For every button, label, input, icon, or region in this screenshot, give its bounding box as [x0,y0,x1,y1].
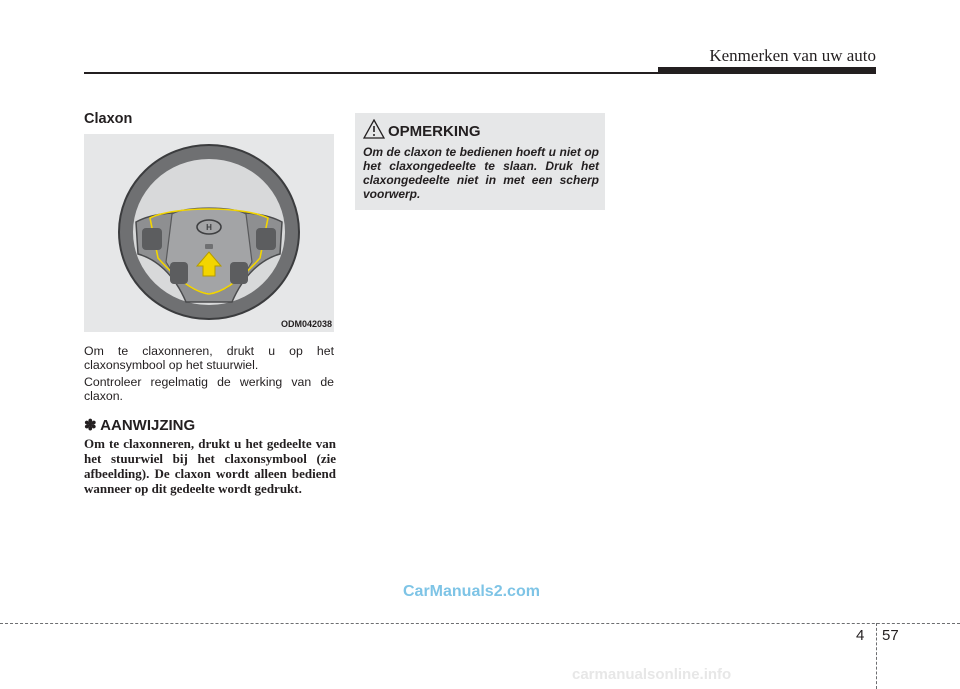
steering-wheel-illustration [84,134,334,332]
chapter-number: 4 [856,627,865,644]
footer-rule [0,623,960,624]
svg-text:H: H [206,223,212,232]
warning-icon [363,119,385,139]
section-title: Claxon [84,111,133,127]
note-title: ✽ AANWIJZING [84,417,196,434]
watermark-link[interactable]: CarManuals2.com [403,583,540,600]
notice-heading: OPMERKING [388,123,481,140]
body-paragraph-1: Om te claxonneren, drukt u op het claxonsymbool op het stuurwiel. [84,344,334,372]
steering-wheel-figure [84,134,334,332]
header-title: Kenmerken van uw auto [709,46,876,65]
page-number: 57 [882,627,899,644]
header-rule-accent [658,67,876,74]
note-text: Om te claxonneren, drukt u het gedeelte van het stuurwiel bij het claxonsymbool (zie afbeelding). De claxon wordt alleen bediend wanneer op dit gedeelte wordt gedrukt. [84,436,336,496]
figure-code: ODM042038 [280,319,332,329]
notice-text: Om de claxon te bedienen hoeft u niet op het claxongedeelte te slaan. Druk het claxongedeelte niet in met een scherp voorwerp. [363,145,599,201]
body-paragraph-2: Controleer regelmatig de werking van de claxon. [84,375,334,403]
footer-divider [876,623,877,689]
site-watermark: carmanualsonline.info [572,666,732,683]
notice-box [355,113,605,210]
